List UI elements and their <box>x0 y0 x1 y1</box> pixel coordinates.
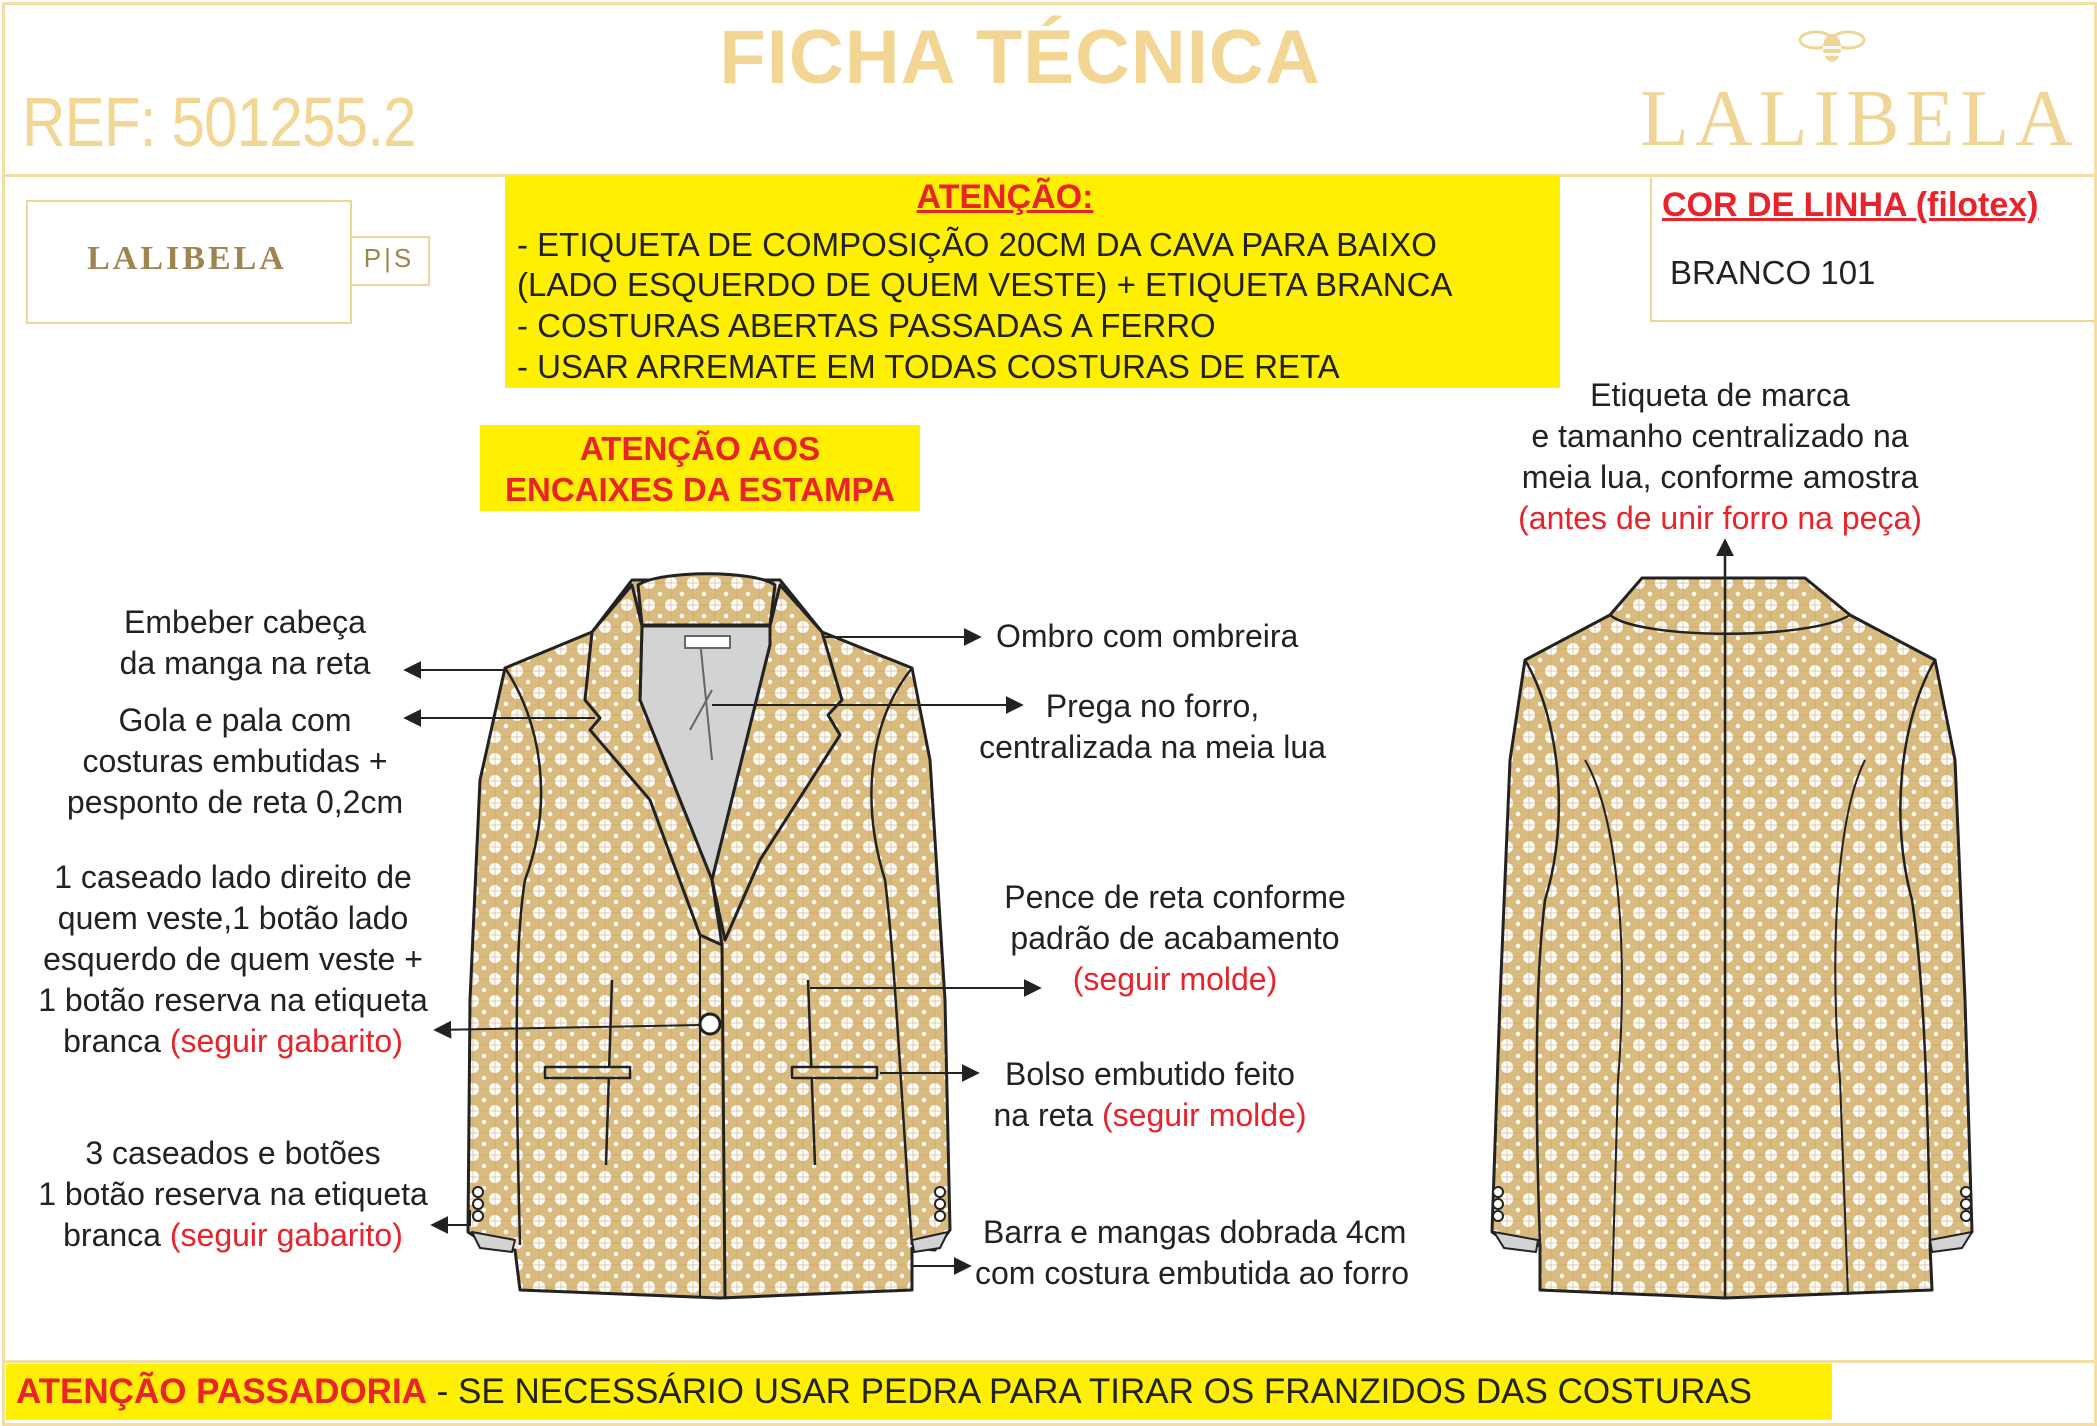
note-pocket: Bolso embutido feito na reta (seguir molde) <box>993 1056 1307 1133</box>
attention-line-3: - COSTURAS ABERTAS PASSADAS A FERRO <box>517 307 1216 344</box>
attention-line-1: - ETIQUETA DE COMPOSIÇÃO 20CM DA CAVA PARA BAIXO <box>517 226 1437 263</box>
note-darts: Pence de reta conforme padrão de acabamento (seguir molde) <box>1004 879 1346 997</box>
note-collar-seams: Gola e pala com costuras embutidas + pesponto de reta 0,2cm <box>66 702 404 820</box>
attention-line-4: - USAR ARREMATE EM TODAS COSTURAS DE RETA <box>517 348 1340 385</box>
back-jacket-drawing <box>1492 545 1972 1298</box>
front-jacket-drawing <box>468 574 950 1298</box>
size-label-text: P|S <box>363 243 415 273</box>
note-lining-pleat: Prega no forro, centralizada na meia lua <box>979 688 1326 765</box>
thread-color-value: BRANCO 101 <box>1670 254 1876 291</box>
attention-title: ATENÇÃO: <box>916 178 1094 216</box>
note-brand-label-position: Etiqueta de marca e tamanho centralizado na meia lua, conforme amostra (antes de unir forro na peça) <box>1518 377 1922 536</box>
page-title: FICHA TÉCNICA <box>719 15 1321 100</box>
note-sleeve-buttons: 3 caseados e botões 1 botão reserva na etiqueta branca (seguir gabarito) <box>38 1135 428 1253</box>
label-brand-text: LALIBELA <box>87 240 287 277</box>
print-alignment-line-1: ATENÇÃO AOS <box>579 430 821 467</box>
note-sleeve-head: Embeber cabeça da manga na reta <box>119 604 371 681</box>
print-alignment-line-2: ENCAIXES DA ESTAMPA <box>505 471 895 508</box>
attention-line-2: (LADO ESQUERDO DE QUEM VESTE) + ETIQUETA BRANCA <box>517 266 1453 303</box>
note-hem: Barra e mangas dobrada 4cm com costura embutida ao forro <box>975 1214 1409 1291</box>
thread-color-title: COR DE LINHA (filotex) <box>1662 186 2039 224</box>
reference-code: REF: 501255.2 <box>22 83 416 161</box>
footer-divider <box>2 1360 2097 1363</box>
brand-logo: LALIBELA <box>1640 75 2080 163</box>
ironing-warning-text: ATENÇÃO PASSADORIA - SE NECESSÁRIO USAR PEDRA PARA TIRAR OS FRANZIDOS DAS COSTURAS <box>16 1372 1753 1411</box>
note-shoulder-pad: Ombro com ombreira <box>996 618 1299 654</box>
note-buttonhole: 1 caseado lado direito de quem veste,1 botão lado esquerdo de quem veste + 1 botão reserva na etiqueta branca (seguir gabarito) <box>38 859 428 1059</box>
